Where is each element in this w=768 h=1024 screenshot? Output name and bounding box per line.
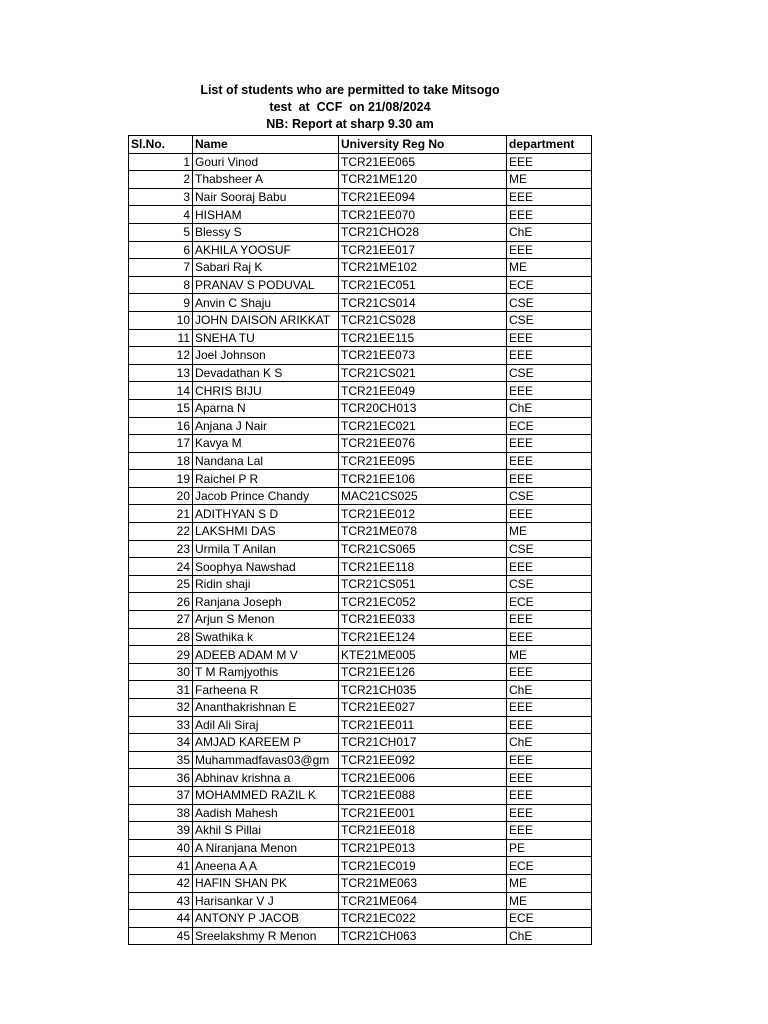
table-row — [129, 487, 592, 505]
table-row — [129, 382, 592, 400]
table-row — [129, 611, 592, 629]
cell-department: ChE — [507, 927, 592, 945]
cell-sl-no: 9 — [129, 294, 193, 312]
cell-name: Harisankar V J — [193, 892, 339, 910]
cell-reg-no: TCR21EC051 — [339, 276, 507, 294]
cell-department: EEE — [507, 452, 592, 470]
table-row — [129, 646, 592, 664]
cell-reg-no: TCR21CHO28 — [339, 223, 507, 241]
students-table — [128, 135, 592, 945]
cell-sl-no: 10 — [129, 311, 193, 329]
cell-reg-no: TCR21EE018 — [339, 822, 507, 840]
cell-reg-no: TCR21EE070 — [339, 206, 507, 224]
cell-reg-no: TCR21EE073 — [339, 347, 507, 365]
cell-reg-no: TCR21EE092 — [339, 751, 507, 769]
table-row — [129, 276, 592, 294]
cell-sl-no: 1 — [129, 153, 193, 171]
cell-reg-no: TCR21ME102 — [339, 259, 507, 277]
table-row — [129, 329, 592, 347]
cell-name: Nair Sooraj Babu — [193, 188, 339, 206]
cell-sl-no: 2 — [129, 171, 193, 189]
cell-department: EEE — [507, 611, 592, 629]
cell-reg-no: TCR21EE106 — [339, 470, 507, 488]
cell-sl-no: 22 — [129, 523, 193, 541]
table-row — [129, 435, 592, 453]
cell-sl-no: 11 — [129, 329, 193, 347]
table-row — [129, 681, 592, 699]
table-row — [129, 910, 592, 928]
cell-name: Urmila T Anilan — [193, 540, 339, 558]
cell-sl-no: 4 — [129, 206, 193, 224]
cell-department: EEE — [507, 382, 592, 400]
cell-sl-no: 40 — [129, 839, 193, 857]
table-row — [129, 294, 592, 312]
cell-reg-no: TCR21CH063 — [339, 927, 507, 945]
cell-name: CHRIS BIJU — [193, 382, 339, 400]
cell-sl-no: 41 — [129, 857, 193, 875]
table-row — [129, 452, 592, 470]
cell-sl-no: 32 — [129, 699, 193, 717]
table-row — [129, 822, 592, 840]
table-row — [129, 786, 592, 804]
cell-name: Jacob Prince Chandy — [193, 487, 339, 505]
cell-reg-no: TCR21EE118 — [339, 558, 507, 576]
table-row — [129, 259, 592, 277]
cell-sl-no: 37 — [129, 786, 193, 804]
cell-department: EEE — [507, 786, 592, 804]
cell-name: JOHN DAISON ARIKKAT — [193, 311, 339, 329]
cell-reg-no: TCR21ME063 — [339, 874, 507, 892]
cell-sl-no: 12 — [129, 347, 193, 365]
cell-sl-no: 33 — [129, 716, 193, 734]
table-row — [129, 347, 592, 365]
cell-name: ANTONY P JACOB — [193, 910, 339, 928]
table-row — [129, 628, 592, 646]
cell-department: ChE — [507, 399, 592, 417]
cell-reg-no: TCR21EE001 — [339, 804, 507, 822]
table-row — [129, 153, 592, 171]
table-row — [129, 558, 592, 576]
cell-sl-no: 34 — [129, 734, 193, 752]
cell-name: Anjana J Nair — [193, 417, 339, 435]
cell-reg-no: TCR21EE027 — [339, 699, 507, 717]
cell-name: A Niranjana Menon — [193, 839, 339, 857]
cell-department: EEE — [507, 188, 592, 206]
table-row — [129, 470, 592, 488]
table-row — [129, 364, 592, 382]
cell-sl-no: 8 — [129, 276, 193, 294]
heading-title: List of students who are permitted to take Mitsogo — [200, 83, 500, 97]
cell-reg-no: KTE21ME005 — [339, 646, 507, 664]
cell-department: CSE — [507, 540, 592, 558]
cell-name: Arjun S Menon — [193, 611, 339, 629]
table-row — [129, 734, 592, 752]
table-row — [129, 523, 592, 541]
cell-reg-no: TCR21CH035 — [339, 681, 507, 699]
cell-sl-no: 42 — [129, 874, 193, 892]
cell-name: Raichel P R — [193, 470, 339, 488]
cell-reg-no: TCR20CH013 — [339, 399, 507, 417]
cell-department: ME — [507, 523, 592, 541]
cell-sl-no: 14 — [129, 382, 193, 400]
cell-name: Ranjana Joseph — [193, 593, 339, 611]
cell-name: Aparna N — [193, 399, 339, 417]
cell-reg-no: TCR21EE095 — [339, 452, 507, 470]
cell-sl-no: 45 — [129, 927, 193, 945]
cell-reg-no: TCR21EE012 — [339, 505, 507, 523]
cell-department: ME — [507, 646, 592, 664]
cell-sl-no: 7 — [129, 259, 193, 277]
cell-name: Nandana Lal — [193, 452, 339, 470]
cell-name: Ridin shaji — [193, 575, 339, 593]
table-row — [129, 241, 592, 259]
table-row — [129, 857, 592, 875]
cell-department: EEE — [507, 628, 592, 646]
cell-sl-no: 24 — [129, 558, 193, 576]
cell-sl-no: 5 — [129, 223, 193, 241]
cell-reg-no: TCR21EE049 — [339, 382, 507, 400]
cell-reg-no: TCR21ME120 — [339, 171, 507, 189]
table-row — [129, 769, 592, 787]
cell-reg-no: MAC21CS025 — [339, 487, 507, 505]
cell-sl-no: 17 — [129, 435, 193, 453]
cell-reg-no: TCR21CS051 — [339, 575, 507, 593]
cell-reg-no: TCR21EC021 — [339, 417, 507, 435]
cell-department: ME — [507, 892, 592, 910]
cell-department: EEE — [507, 505, 592, 523]
cell-reg-no: TCR21PE013 — [339, 839, 507, 857]
table-row — [129, 399, 592, 417]
cell-reg-no: TCR21EE094 — [339, 188, 507, 206]
cell-department: ECE — [507, 593, 592, 611]
cell-sl-no: 18 — [129, 452, 193, 470]
cell-department: ECE — [507, 857, 592, 875]
cell-name: Joel Johnson — [193, 347, 339, 365]
table-row — [129, 751, 592, 769]
table-row — [129, 188, 592, 206]
cell-department: EEE — [507, 769, 592, 787]
header-name: Name — [193, 136, 339, 154]
table-row — [129, 927, 592, 945]
cell-reg-no: TCR21EC022 — [339, 910, 507, 928]
cell-sl-no: 3 — [129, 188, 193, 206]
cell-name: HISHAM — [193, 206, 339, 224]
table-row — [129, 663, 592, 681]
cell-department: EEE — [507, 751, 592, 769]
cell-department: EEE — [507, 804, 592, 822]
cell-reg-no: TCR21CS065 — [339, 540, 507, 558]
header-sl-no: Sl.No. — [129, 136, 193, 154]
cell-name: HAFIN SHAN PK — [193, 874, 339, 892]
table-row — [129, 874, 592, 892]
cell-department: EEE — [507, 329, 592, 347]
cell-sl-no: 31 — [129, 681, 193, 699]
cell-name: Swathika k — [193, 628, 339, 646]
heading-report-note: NB: Report at sharp 9.30 am — [266, 117, 434, 131]
header-department: department — [507, 136, 592, 154]
table-row — [129, 699, 592, 717]
cell-name: Sabari Raj K — [193, 259, 339, 277]
cell-department: EEE — [507, 435, 592, 453]
cell-name: SNEHA TU — [193, 329, 339, 347]
cell-sl-no: 28 — [129, 628, 193, 646]
cell-department: PE — [507, 839, 592, 857]
cell-name: Anvin C Shaju — [193, 294, 339, 312]
heading-test-date: test at CCF on 21/08/2024 — [269, 100, 431, 114]
table-row — [129, 311, 592, 329]
cell-reg-no: TCR21ME064 — [339, 892, 507, 910]
cell-sl-no: 6 — [129, 241, 193, 259]
table-row — [129, 839, 592, 857]
cell-sl-no: 30 — [129, 663, 193, 681]
cell-name: Adil Ali Siraj — [193, 716, 339, 734]
cell-sl-no: 29 — [129, 646, 193, 664]
cell-sl-no: 13 — [129, 364, 193, 382]
cell-name: AKHILA YOOSUF — [193, 241, 339, 259]
cell-department: EEE — [507, 716, 592, 734]
cell-department: EEE — [507, 241, 592, 259]
table-row — [129, 171, 592, 189]
cell-department: EEE — [507, 822, 592, 840]
cell-name: ADITHYAN S D — [193, 505, 339, 523]
cell-sl-no: 39 — [129, 822, 193, 840]
cell-sl-no: 43 — [129, 892, 193, 910]
cell-reg-no: TCR21EE006 — [339, 769, 507, 787]
cell-sl-no: 15 — [129, 399, 193, 417]
table-row — [129, 505, 592, 523]
cell-name: Farheena R — [193, 681, 339, 699]
cell-sl-no: 36 — [129, 769, 193, 787]
cell-name: T M Ramjyothis — [193, 663, 339, 681]
cell-name: LAKSHMI DAS — [193, 523, 339, 541]
table-row — [129, 417, 592, 435]
cell-department: CSE — [507, 311, 592, 329]
cell-name: PRANAV S PODUVAL — [193, 276, 339, 294]
cell-department: EEE — [507, 153, 592, 171]
cell-department: EEE — [507, 699, 592, 717]
cell-reg-no: TCR21EE088 — [339, 786, 507, 804]
cell-reg-no: TCR21EE065 — [339, 153, 507, 171]
cell-department: ECE — [507, 910, 592, 928]
cell-reg-no: TCR21CS014 — [339, 294, 507, 312]
cell-name: Ananthakrishnan E — [193, 699, 339, 717]
cell-sl-no: 25 — [129, 575, 193, 593]
cell-sl-no: 16 — [129, 417, 193, 435]
cell-name: Aadish Mahesh — [193, 804, 339, 822]
cell-sl-no: 35 — [129, 751, 193, 769]
document-heading — [190, 82, 510, 133]
cell-reg-no: TCR21CS028 — [339, 311, 507, 329]
cell-sl-no: 19 — [129, 470, 193, 488]
cell-department: ME — [507, 874, 592, 892]
cell-reg-no: TCR21EE017 — [339, 241, 507, 259]
cell-name: Thabsheer A — [193, 171, 339, 189]
cell-name: Blessy S — [193, 223, 339, 241]
cell-sl-no: 44 — [129, 910, 193, 928]
cell-reg-no: TCR21CS021 — [339, 364, 507, 382]
cell-reg-no: TCR21EE076 — [339, 435, 507, 453]
cell-name: Aneena A A — [193, 857, 339, 875]
cell-sl-no: 21 — [129, 505, 193, 523]
cell-sl-no: 27 — [129, 611, 193, 629]
cell-reg-no: TCR21CH017 — [339, 734, 507, 752]
cell-department: EEE — [507, 470, 592, 488]
cell-department: ECE — [507, 276, 592, 294]
cell-name: AMJAD KAREEM P — [193, 734, 339, 752]
table-row — [129, 716, 592, 734]
cell-sl-no: 20 — [129, 487, 193, 505]
cell-reg-no: TCR21EE124 — [339, 628, 507, 646]
table-row — [129, 540, 592, 558]
cell-department: EEE — [507, 347, 592, 365]
header-row — [129, 136, 592, 154]
cell-name: ADEEB ADAM M V — [193, 646, 339, 664]
cell-reg-no: TCR21EC019 — [339, 857, 507, 875]
table-row — [129, 804, 592, 822]
cell-name: MOHAMMED RAZIL K — [193, 786, 339, 804]
cell-name: Muhammadfavas03@gm — [193, 751, 339, 769]
table-row — [129, 575, 592, 593]
cell-name: Devadathan K S — [193, 364, 339, 382]
cell-department: ME — [507, 171, 592, 189]
header-reg-no: University Reg No — [339, 136, 507, 154]
cell-department: CSE — [507, 364, 592, 382]
cell-reg-no: TCR21EC052 — [339, 593, 507, 611]
table-row — [129, 223, 592, 241]
cell-sl-no: 38 — [129, 804, 193, 822]
cell-department: CSE — [507, 294, 592, 312]
table-row — [129, 892, 592, 910]
cell-name: Gouri Vinod — [193, 153, 339, 171]
table-row — [129, 206, 592, 224]
cell-department: ChE — [507, 223, 592, 241]
cell-sl-no: 26 — [129, 593, 193, 611]
cell-reg-no: TCR21EE115 — [339, 329, 507, 347]
cell-department: EEE — [507, 206, 592, 224]
cell-department: CSE — [507, 487, 592, 505]
cell-reg-no: TCR21EE011 — [339, 716, 507, 734]
cell-department: EEE — [507, 663, 592, 681]
cell-name: Sreelakshmy R Menon — [193, 927, 339, 945]
cell-reg-no: TCR21ME078 — [339, 523, 507, 541]
cell-department: ChE — [507, 681, 592, 699]
cell-name: Akhil S Pillai — [193, 822, 339, 840]
cell-department: ME — [507, 259, 592, 277]
cell-reg-no: TCR21EE126 — [339, 663, 507, 681]
table-row — [129, 593, 592, 611]
cell-name: Abhinav krishna a — [193, 769, 339, 787]
cell-name: Soophya Nawshad — [193, 558, 339, 576]
cell-department: CSE — [507, 575, 592, 593]
cell-name: Kavya M — [193, 435, 339, 453]
cell-department: ChE — [507, 734, 592, 752]
cell-sl-no: 23 — [129, 540, 193, 558]
cell-department: ECE — [507, 417, 592, 435]
cell-reg-no: TCR21EE033 — [339, 611, 507, 629]
cell-department: EEE — [507, 558, 592, 576]
